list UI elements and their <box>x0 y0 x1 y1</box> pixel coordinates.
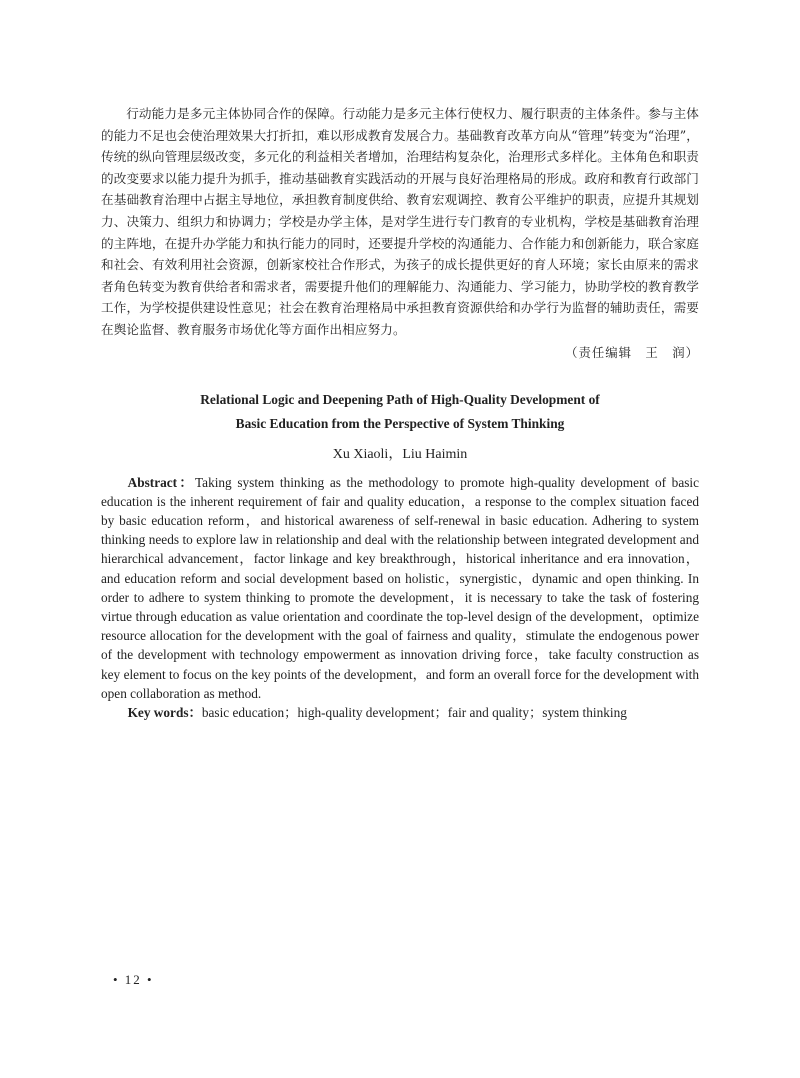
keywords-text: basic education；high-quality development；fair and quality；system thinking <box>201 704 627 720</box>
body-paragraph: 行动能力是多元主体协同合作的保障。行动能力是多元主体行使权力、履行职责的主体条件。参与主体的能力不足也会使治理效果大打折扣，难以形成教育发展合力。基础教育改革方向从“管理”转变为“治理”，传统的纵向管理层级改变，多元化的利益相关者增加，治理结构复杂化，治理形式多样化。主体角色和职责的改变要求以能力提升为抓手，推动基础教育实践活动的开展与良好治理格局的形成。政府和教育行政部门在基础教育治理中占据主导地位，承担教育制度供给、教育宏观调控、教育公平维护的职责，应提升其规划力、决策力、组织力和协调力；学校是办学主体，是对学生进行专门教育的专业机构，学校是基础教育治理的主阵地，在提升办学能力和执行能力的同时，还要提升学校的沟通能力、合作能力和创新能力，联合家庭和社会、有效利用社会资源，创新家校社合作形式，为孩子的成长提供更好的育人环境；家长由原来的需求者角色转变为教育供给者和需求者，需要提升他们的理解能力、沟通能力、学习能力，协助学校的教育教学工作，为学校提供建设性意见；社会在教育治理格局中承担教育资源供给和办学行为监督的辅助责任，需要在舆论监督、教育服务市场优化等方面作出相应努力。 <box>101 106 699 337</box>
abstract-text: Taking system thinking as the methodology to promote high-quality development of basic education is the inherent requirement of fair and quality education，a response to the complex situation faced by basic education reform，and historical awareness of self-renewal in basic education. Adhering to system thinking needs to explore law in relationship and deal with the relationship between integrated development and hierarchical advancement，factor linkage and key breakthrough，historical inheritance and era innovation，and education reform and social development based on holistic，synergistic，dynamic and open thinking. In order to adhere to system thinking to promote the development，it is necessary to take the task of fostering virtue through education as value orientation and coordinate the top-level design of the development，optimize resource allocation for the development with the goal of fairness and quality，stimulate the endogenous power of the development with technology empowerment as innovation driving force，take faculty construction as key element to focus on the key points of the development，and form an overall force for the development with open collaboration as method. <box>101 474 699 701</box>
title-line-2: Basic Education from the Perspective of System Thinking <box>235 415 565 431</box>
authors: Xu Xiaoli，Liu Haimin <box>332 446 468 462</box>
keywords <box>101 703 699 722</box>
page-number: • 12 • <box>113 972 154 987</box>
title-line-1: Relational Logic and Deepening Path of High-Quality Development of <box>200 391 600 407</box>
abstract <box>101 473 699 703</box>
page-content <box>101 103 699 722</box>
keywords-label: Key words： <box>127 704 202 720</box>
editor-note: （责任编辑 王 润） <box>565 344 699 360</box>
abstract-label: Abstract： <box>127 474 195 490</box>
english-title <box>101 388 699 436</box>
